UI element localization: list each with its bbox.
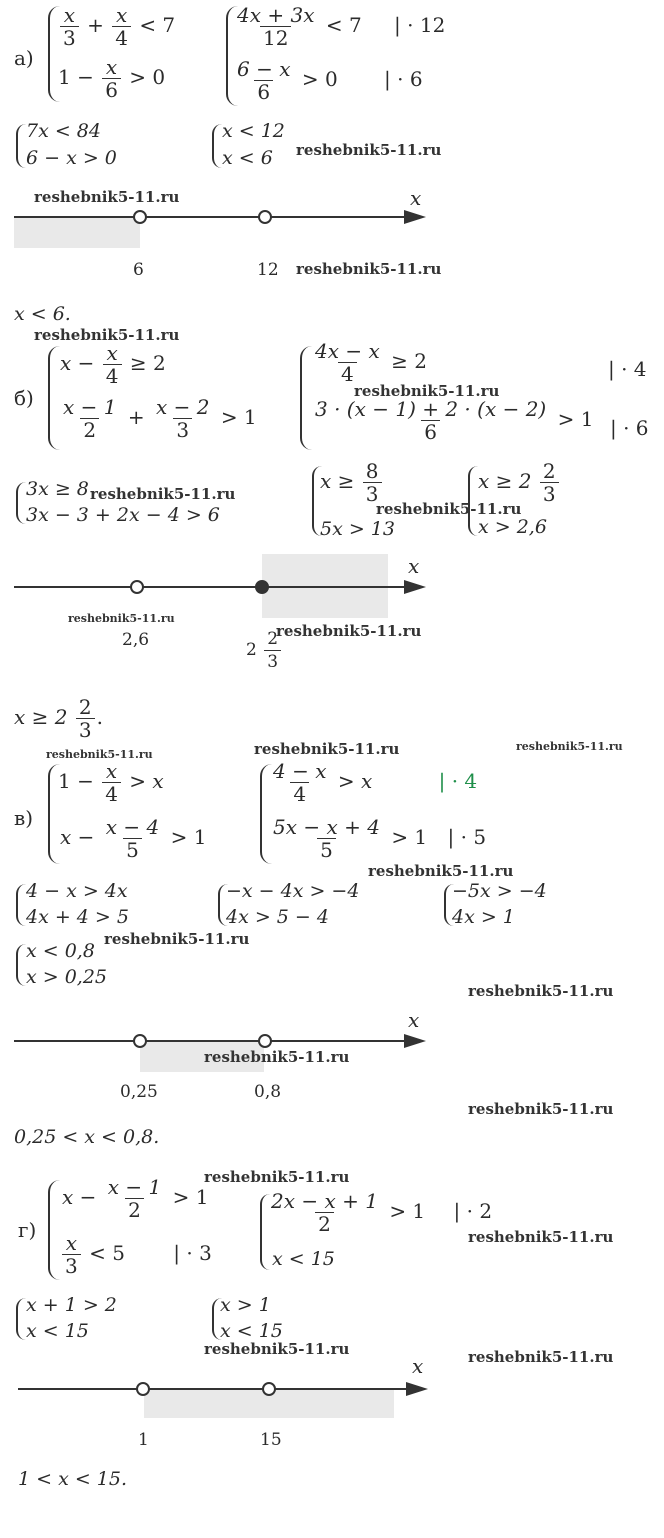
c-sys2-line2: $\frac{5x - x + 4}{5}$ > 1 | · 5 [273,815,487,862]
number-line [18,1388,408,1390]
b-sys2-mult2: | · 6 [610,416,649,440]
brace [16,124,26,168]
a-sys4-line1: x < 12 [222,120,285,142]
a-sys3-line2: 6 − x > 0 [26,147,117,169]
brace [16,482,26,524]
number-line [14,1040,406,1042]
c-sys3-line2: 4x + 4 > 5 [26,906,129,928]
watermark: reshebnik5-11.ru [468,1348,614,1366]
brace [16,884,26,926]
watermark: reshebnik5-11.ru [34,188,180,206]
b-sys3-line2: 3x − 3 + 2x − 4 > 6 [26,504,220,526]
a-sys2-line2: $\frac{6 - x}{6}$ > 0 | · 6 [237,57,423,104]
a-sys1-line2: 1 − $\frac{x}{6}$ > 0 [58,55,166,102]
c-sys6-line1: x < 0,8 [26,940,95,962]
b-sys2-line1: $\frac{4x - x}{4}$ ≥ 2 [315,339,427,386]
number-line [14,216,406,218]
arrow-icon [404,1034,426,1048]
tick-label: 15 [260,1430,282,1450]
d-answer: 1 < x < 15. [18,1468,128,1490]
brace [16,1298,26,1340]
tick-label: 6 [133,260,144,280]
arrow-icon [404,580,426,594]
open-point [130,580,144,594]
tick-label: 0,25 [120,1082,158,1102]
watermark: reshebnik5-11.ru [34,326,180,344]
filled-point [255,580,269,594]
watermark: reshebnik5-11.ru [296,141,442,159]
a-sys4-line2: x < 6 [222,147,273,169]
b-sys3-line1: 3x ≥ 8 [26,478,89,500]
open-point [133,210,147,224]
brace [212,124,222,168]
tick-label-mixed: 2 $\frac{2}{3}$ [246,628,283,673]
open-point [258,210,272,224]
c-sys6-line2: x > 0,25 [26,966,108,988]
solution-shading [14,216,140,248]
brace [48,1180,60,1280]
watermark: reshebnik5-11.ru [468,1228,614,1246]
a-sys2-line1: $\frac{4x + 3x}{12}$ < 7 | · 12 [237,3,446,50]
watermark: reshebnik5-11.ru [204,1340,350,1358]
arrow-icon [406,1382,428,1396]
d-sys1-line2: $\frac{x}{3}$ < 5 | · 3 [60,1232,212,1277]
axis-variable: x [410,186,422,210]
axis-variable: x [408,1008,420,1032]
watermark: reshebnik5-11.ru [68,612,175,625]
tick-label: 0,8 [254,1082,282,1102]
open-point [133,1034,147,1048]
watermark: reshebnik5-11.ru [468,1100,614,1118]
c-sys1-line1: 1 − $\frac{x}{4}$ > x [58,759,164,806]
a-sys3-line1: 7x < 84 [26,120,101,142]
d-sys2-line2: x < 15 [272,1248,335,1270]
c-answer: 0,25 < x < 0,8. [14,1126,160,1148]
watermark: reshebnik5-11.ru [104,930,250,948]
c-sys5-line1: −5x > −4 [452,880,547,902]
b-sys2-line2: $\frac{3 \cdot (x - 1) + 2 \cdot (x - 2)}{6}$ > 1 [315,397,594,444]
b-sys2-mult1: | · 4 [608,357,647,381]
b-sys4-line1: x ≥ $\frac{8}{3}$ [320,460,384,505]
open-point [258,1034,272,1048]
open-point [262,1382,276,1396]
c-sys2-line1: $\frac{4 - x}{4}$ > x | · 4 [273,759,478,806]
part-c-label: в) [14,806,34,830]
c-sys3-line1: 4 − x > 4x [26,880,128,902]
arrow-icon [404,210,426,224]
c-sys4-line2: 4x > 5 − 4 [226,906,329,928]
d-sys4-line1: x > 1 [220,1294,271,1316]
c-sys1-line2: x − $\frac{x - 4}{5}$ > 1 [60,815,207,862]
watermark: reshebnik5-11.ru [90,485,236,503]
watermark: reshebnik5-11.ru [468,982,614,1000]
part-d-label: г) [18,1218,37,1242]
d-sys3-line2: x < 15 [26,1320,89,1342]
a-answer: x < 6. [14,303,71,325]
axis-variable: x [412,1354,424,1378]
b-sys1-line2: $\frac{x - 1}{2}$ + $\frac{x - 2}{3}$ > 1 [63,395,257,442]
b-sys5-line2: x > 2,6 [478,516,547,538]
watermark: reshebnik5-11.ru [354,382,500,400]
d-sys1-line1: x − $\frac{x - 1}{2}$ > 1 [62,1175,209,1222]
c-sys4-line1: −x − 4x > −4 [226,880,360,902]
d-sys4-line2: x < 15 [220,1320,283,1342]
watermark: reshebnik5-11.ru [276,622,422,640]
c-sys5-line2: 4x > 1 [452,906,515,928]
watermark: reshebnik5-11.ru [376,500,522,518]
watermark: reshebnik5-11.ru [296,260,442,278]
brace [468,466,478,536]
axis-variable: x [408,554,420,578]
tick-label: 12 [257,260,279,280]
tick-label: 2,6 [122,630,150,650]
watermark: reshebnik5-11.ru [204,1048,350,1066]
watermark: reshebnik5-11.ru [254,740,400,758]
watermark: reshebnik5-11.ru [46,748,153,761]
b-sys4-line2: 5x > 13 [320,518,395,540]
b-answer: x ≥ 2 $\frac{2}{3}$ . [14,695,103,742]
b-sys1-line1: x − $\frac{x}{4}$ ≥ 2 [60,341,166,388]
d-sys2-line1: $\frac{2x - x + 1}{2}$ > 1 | · 2 [271,1189,493,1236]
number-line [14,586,406,588]
watermark: reshebnik5-11.ru [368,862,514,880]
d-sys3-line1: x + 1 > 2 [26,1294,117,1316]
a-sys1-line1: $\frac{x}{3}$ + $\frac{x}{4}$ < 7 [58,4,175,49]
watermark: reshebnik5-11.ru [204,1168,350,1186]
open-point [136,1382,150,1396]
brace [16,944,26,986]
part-b-label: б) [14,386,34,410]
b-sys5-line1: x ≥ 2 $\frac{2}{3}$ [478,460,561,505]
watermark: reshebnik5-11.ru [516,740,623,753]
part-a-label: а) [14,46,34,70]
tick-label: 1 [138,1430,149,1450]
